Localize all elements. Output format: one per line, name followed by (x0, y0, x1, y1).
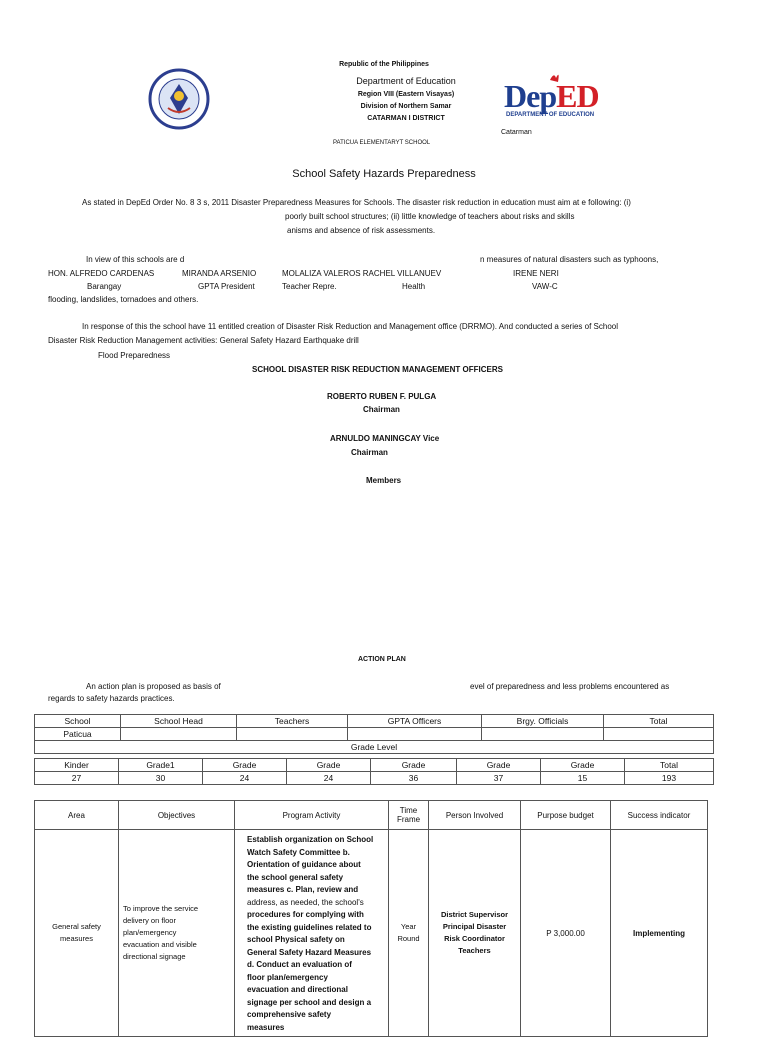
official-role-1: Barangay (87, 282, 122, 291)
official-name-5: IRENE NERI (513, 269, 559, 278)
grade-header-2: Grade (203, 759, 287, 772)
school-name: PATICUA ELEMENTARYT SCHOOL (333, 140, 431, 146)
objectives-line-1: To improve the service (123, 904, 199, 913)
grade-value-5: 37 (457, 772, 541, 785)
program-activity-cell (235, 830, 389, 1037)
official-name-2: MIRANDA ARSENIO (182, 269, 257, 278)
vice-chairman-name: ARNULDO MANINGCAY Vice (330, 434, 440, 443)
view-right: n measures of natural disasters such as typhoons, (480, 255, 659, 264)
activity-line: Watch Safety Committee b. (247, 847, 350, 857)
action-plan-heading: ACTION PLAN (358, 656, 406, 663)
person-line-2: Principal Disaster (442, 922, 507, 931)
town-label: Catarman (501, 129, 532, 136)
grade-header-6: Grade (541, 759, 625, 772)
republic-line: Republic of the Philippines (339, 61, 429, 68)
time-frame-line-2: Round (397, 934, 420, 943)
grade-value-1: 30 (119, 772, 203, 785)
official-role-3: Teacher Repre. (282, 282, 337, 291)
district-line: CATARMAN I DISTRICT (367, 115, 445, 122)
intro-line-2: poorly built school structures; (ii) little knowledge of teachers about risks and skills (285, 212, 575, 221)
school-table (34, 714, 714, 754)
activity-line: floor plan/emergency (247, 972, 328, 982)
official-role-5: VAW-C (532, 282, 558, 291)
grade-header-4: Grade (371, 759, 457, 772)
activity-line: signage per school and design a (247, 997, 372, 1007)
person-line-4: Teachers (458, 946, 491, 955)
grade-value-kinder: 27 (35, 772, 119, 785)
activity-line: procedures for complying with (247, 910, 364, 919)
officers-heading: SCHOOL DISASTER RISK REDUCTION MANAGEMENT OFFICERS (252, 365, 503, 374)
division-line: Division of Northern Samar (360, 103, 452, 110)
objectives-line-3: plan/emergency (123, 928, 177, 937)
activity-line: school Physical safety on (247, 935, 345, 944)
activity-line: Orientation of guidance about (247, 860, 361, 869)
grade-value-6: 15 (541, 772, 625, 785)
activity-line: Establish organization on School (247, 835, 374, 844)
person-involved-cell (429, 830, 521, 1037)
view-tail: flooding, landslides, tornadoes and others. (48, 295, 199, 304)
school-table-header-row (35, 715, 714, 728)
program-activity-header: Program Activity (235, 801, 389, 830)
grade-value-total: 193 (625, 772, 714, 785)
activity-line: the school general safety (247, 872, 344, 882)
intro-line-3: anisms and absence of risk assessments. (287, 226, 436, 235)
total-cell (604, 728, 714, 741)
teachers-header: Teachers (237, 715, 348, 728)
logo-subtext: DEPARTMENT OF EDUCATION (506, 112, 595, 118)
time-frame-header (389, 801, 429, 830)
logo-dep: Dep (504, 78, 557, 114)
department-line: Department of Education (356, 76, 456, 86)
official-role-4: Health (402, 282, 426, 291)
school-head-header: School Head (121, 715, 237, 728)
school-head-cell (121, 728, 237, 741)
grade-header-3: Grade (287, 759, 371, 772)
brgy-officials-cell (482, 728, 604, 741)
objectives-line-5: directional signage (123, 952, 186, 961)
doc-title: School Safety Hazards Preparedness (292, 168, 476, 180)
activity-line: address, as needed, the school's (247, 897, 364, 907)
activity-line: measures (247, 1022, 285, 1032)
activity-line: the existing guidelines related to (247, 922, 372, 932)
objectives-line-2: delivery on floor (123, 916, 176, 925)
view-left: In view of this schools are d (86, 255, 185, 264)
official-name-1: HON. ALFREDO CARDENAS (48, 269, 155, 278)
action-plan-line-2: regards to safety hazards practices. (48, 694, 175, 703)
vice-chairman-role: Chairman (351, 448, 388, 457)
action-plan-line-1-right: evel of preparedness and less problems encountered as (470, 682, 670, 691)
area-cell-line-2: measures (60, 934, 93, 943)
time-frame-line-1: Year (400, 922, 417, 931)
response-line-1: In response of this the school have 11 entitled creation of Disaster Risk Reduction and Management office (DRRMO). And conducted a series of School (82, 322, 618, 331)
person-line-1: District Supervisor (440, 910, 509, 919)
activity-line: evacuation and directional (247, 985, 348, 994)
purpose-budget-header: Purpose budget (521, 801, 611, 830)
person-involved-header: Person Involved (429, 801, 521, 830)
school-header: School (35, 715, 121, 728)
grade-header-1: Grade1 (119, 759, 203, 772)
success-indicator-cell: Implementing (611, 830, 708, 1037)
objectives-line-4: evacuation and visible (123, 940, 197, 949)
grade-level-title-row (35, 741, 714, 754)
total-header: Total (604, 715, 714, 728)
school-table-row (35, 728, 714, 741)
chairman-name: ROBERTO RUBEN F. PULGA (327, 392, 437, 401)
activity-line: measures c. Plan, review and (247, 885, 359, 894)
chairman-role: Chairman (363, 405, 400, 414)
plan-table-header-row (35, 801, 708, 830)
school-cell: Paticua (35, 728, 121, 741)
grade-value-2: 24 (203, 772, 287, 785)
activity-line: d. Conduct an evaluation of (247, 960, 352, 969)
plan-table-row (35, 830, 708, 1037)
members-label: Members (366, 476, 402, 485)
gpta-officers-cell (348, 728, 482, 741)
objectives-header: Objectives (119, 801, 235, 830)
success-indicator-header: Success indicator (611, 801, 708, 830)
grade-table (34, 758, 714, 785)
grade-value-4: 36 (371, 772, 457, 785)
grade-header-total: Total (625, 759, 714, 772)
activity-line: General Safety Hazard Measures (247, 947, 372, 957)
time-frame-header-line-1: Time (399, 806, 418, 815)
time-frame-header-line-2: Frame (396, 815, 421, 824)
grade-table-header-row (35, 759, 714, 772)
official-name-3: MOLALIZA VALEROS RACHEL VILLANUEV (282, 269, 442, 278)
grade-table-values-row (35, 772, 714, 785)
response-line-3: Flood Preparedness (98, 351, 171, 360)
activity-line: comprehensive safety (247, 1010, 332, 1019)
grade-level-title: Grade Level (35, 741, 714, 754)
person-line-3: Risk Coordinator (444, 934, 505, 943)
objectives-cell (119, 830, 235, 1037)
purpose-budget-cell: P 3,000.00 (521, 830, 611, 1037)
gpta-officers-header: GPTA Officers (348, 715, 482, 728)
intro-line-1: As stated in DepEd Order No. 8 3 s, 2011 Disaster Preparedness Measures for Schools. The disaster risk reduction in education must aim at e following: (i) (82, 198, 631, 207)
brgy-officials-header: Brgy. Officials (482, 715, 604, 728)
grade-header-5: Grade (457, 759, 541, 772)
area-cell (35, 830, 119, 1037)
action-plan-table (34, 800, 708, 1037)
area-header: Area (35, 801, 119, 830)
official-role-2: GPTA President (198, 282, 255, 291)
logo-ed: ED (556, 78, 599, 114)
response-line-2: Disaster Risk Reduction Management activities: General Safety Hazard Earthquake drill (48, 336, 359, 345)
time-frame-cell (389, 830, 429, 1037)
region-line: Region VIII (Eastern Visayas) (357, 91, 455, 98)
area-cell-line-1: General safety (52, 922, 101, 931)
grade-value-3: 24 (287, 772, 371, 785)
grade-header-kinder: Kinder (35, 759, 119, 772)
teachers-cell (237, 728, 348, 741)
action-plan-line-1-left: An action plan is proposed as basis of (86, 682, 221, 691)
